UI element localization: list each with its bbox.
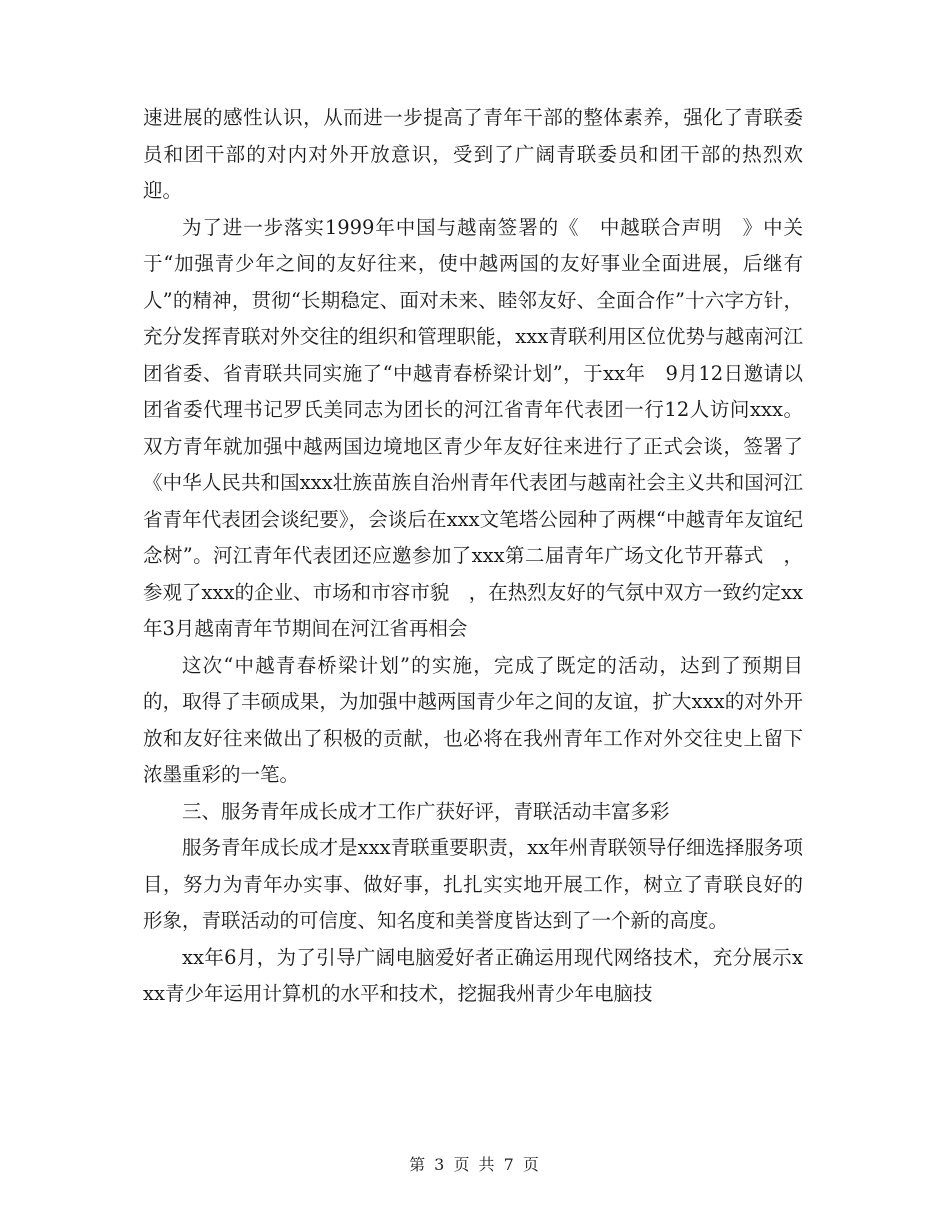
paragraph-computer-contest: xx年6月，为了引导广阔电脑爱好者正确运用现代网络技术，充分展示xxx青少年运用计算机的水平和技术，挖掘我州青少年电脑技 (143, 945, 803, 1005)
paragraph-bridge-plan-result: 这次“中越青春桥梁计划”的实施，完成了既定的活动，达到了预期目的，取得了丰硕成果，为加强中越两国青少年之间的友谊，扩大xxx的对外开放和友好往来做出了积极的贡献，也必将在我州青年工作对外交往史上留下浓墨重彩的一笔。 (143, 653, 803, 786)
paragraph-sino-vietnam-statement: 为了进一步落实1999年中国与越南签署的《 中越联合声明 》中关于“加强青少年之间的友好往来，使中越两国的友好事业全面进展，后继有人”的精神，贯彻“长期稳定、面对未来、睦邻友好、全面合作”十六字方针，充分发挥青联对外交往的组织和管理职能，xxx青联利用区位优势与越南河江团省委、省青联共同实施了“中越青春桥梁计划”，于xx年 9月12日邀请以团省委代理书记罗氏美同志为团长的河江省青年代表团一行12人访问xxx。双方青年就加强中越两国边境地区青少年友好往来进行了正式会谈，签署了《中华人民共和国xxx壮族苗族自治州青年代表团与越南社会主义共和国河江省青年代表团会谈纪要》，会谈后在xxx文笔塔公园种了两棵“中越青年友谊纪念树”。河江青年代表团还应邀参加了xxx第二届青年广场文化节开幕式 ，参观了xxx的企业、市场和市容市貌 ，在热烈友好的气氛中双方一致约定xx年3月越南青年节期间在河江省再相会 (143, 215, 803, 640)
section-heading-three: 三、服务青年成长成才工作广获好评，青联活动丰富多彩 (182, 799, 670, 823)
page-number-footer: 第 3 页 共 7 页 (409, 1155, 541, 1174)
paragraph-youth-service: 服务青年成长成才是xxx青联重要职责，xx年州青联领导仔细选择服务项目，努力为青年办实事、做好事，扎扎实实地开展工作，树立了青联良好的形象，青联活动的可信度、知名度和美誉度皆达到了一个新的高度。 (143, 836, 803, 932)
paragraph-continuation: 速进展的感性认识，从而进一步提高了青年干部的整体素养，强化了青联委员和团干部的对内对外开放意识，受到了广阔青联委员和团干部的热烈欢迎。 (143, 106, 803, 202)
document-body (143, 100, 803, 1013)
